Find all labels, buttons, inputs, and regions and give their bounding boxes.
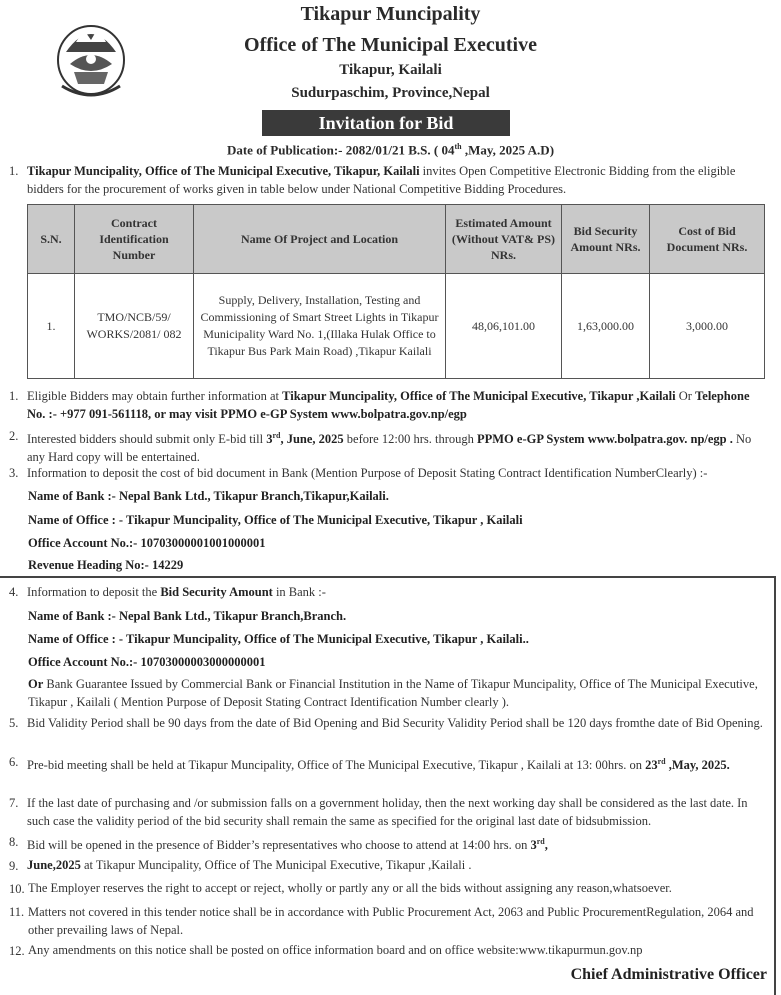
office-name-line: Name of Office : - Tikapur Muncipality, Office of The Municipal Executive, Tikapur , Kailali (28, 513, 523, 527)
table-row (28, 274, 765, 379)
item-number: 10. (9, 882, 25, 896)
table-cell: TMO/NCB/59/ WORKS/2081/ 082 (75, 274, 194, 379)
item-6-text: Pre-bid meeting shall be held at Tikapur Muncipality, Office of The Municipal Executive, Tikapur , Kailali at 13: 00hrs. on 23rd ,May, 2025. (27, 757, 730, 773)
item-number: 12. (9, 944, 25, 958)
item-number: 1. (9, 389, 19, 403)
revenue-heading-line: Revenue Heading No:- 14229 (28, 558, 184, 572)
table-cell: Supply, Delivery, Installation, Testing and Commissioning of Smart Street Lights in Tikapur Municipality Ward No. 1,(Illaka Hulak Office to Tikapur Bus Park Main Road) ,Tikapur Kailali (194, 274, 446, 379)
item-2-text: Interested bidders should submit only E-bid till 3rd, June, 2025 before 12:00 hrs. through PPMO e-GP System www.bolpatra.gov. np/egp . No any Hard copy will be entertained. (27, 431, 752, 465)
table-header-row (28, 205, 765, 274)
item-9-text: June,2025 at Tikapur Muncipality, Office of The Municipal Executive, Tikapur ,Kailali . (27, 858, 472, 872)
notice-title-banner: Invitation for Bid (262, 110, 510, 136)
item-number: 2. (9, 429, 19, 443)
column-header: Bid Security Amount NRs. (562, 205, 650, 274)
table-cell: 1. (28, 274, 75, 379)
table-cell: 3,000.00 (650, 274, 765, 379)
contract-table (27, 204, 765, 379)
bank-guarantee-text: Or Bank Guarantee Issued by Commercial Bank or Financial Institution in the Name of Tikapur Muncipality, Office of The Municipal Executive, Tikapur , Kailali ( Mention Purpose of Deposit Stating Contract Identification Number clearly ). (28, 677, 758, 709)
item-8-text: Bid will be opened in the presence of Bidder’s representatives who choose to attend at 14:00 hrs. on 3rd, (27, 837, 548, 853)
section-border (774, 576, 776, 995)
column-header: Name Of Project and Location (194, 205, 446, 274)
item-7-text: If the last date of purchasing and /or submission falls on a government holiday, then the next working day shall be considered as the last date. In such case the validity period of the bid security shall remain the same as specified for the original last date of bidsubmission. (27, 796, 748, 828)
item-12-text: Any amendments on this notice shall be posted on office information board and on office website:www.tikapurmun.gov.np (28, 943, 643, 957)
bank-name-line: Name of Bank :- Nepal Bank Ltd., Tikapur Branch,Branch. (28, 609, 347, 623)
item-number: 9. (9, 859, 19, 873)
intro-paragraph: Tikapur Muncipality, Office of The Municipal Executive, Tikapur, Kailali invites Open Competitive Electronic Bidding from the eligible bidders for the procurement of works given in table below under National Competitive Bidding Procedures. (27, 164, 736, 196)
item-number: 1. (9, 164, 19, 178)
office-name-line: Name of Office : - Tikapur Muncipality, Office of The Municipal Executive, Tikapur , Kailali.. (28, 632, 529, 646)
account-number-line: Office Account No.:- 10703000003000000001 (28, 655, 266, 669)
publication-date: Date of Publication:- 2082/01/21 B.S. ( 04th ,May, 2025 A.D) (226, 142, 555, 158)
table-cell: 48,06,101.00 (446, 274, 562, 379)
item-number: 4. (9, 585, 19, 599)
item-number: 8. (9, 835, 19, 849)
bank-name-line: Name of Bank :- Nepal Bank Ltd., Tikapur Branch,Tikapur,Kailali. (28, 489, 389, 503)
item-10-text: The Employer reserves the right to accept or reject, wholly or partly any or all the bids without assigning any reason,whatsoever. (28, 881, 672, 895)
office-location: Tikapur, Kailali (339, 62, 442, 78)
item-1-text: Eligible Bidders may obtain further information at Tikapur Muncipality, Office of The Municipal Executive, Tikapur ,Kailali Or Telephone No. :- +977 091-561118, or may visit PPMO e-GP System www.bolpatra.gov.np/egp (27, 389, 750, 421)
province-line: Sudurpaschim, Province,Nepal (291, 85, 490, 101)
column-header: Contract Identification Number (75, 205, 194, 274)
item-number: 7. (9, 796, 19, 810)
section-divider (0, 576, 774, 578)
item-5-text: Bid Validity Period shall be 90 days from the date of Bid Opening and Bid Security Validity Period shall be 120 days fromthe date of Bid Opening. (27, 716, 763, 730)
item-11-text: Matters not covered in this tender notice shall be in accordance with Public Procurement Act, 2063 and Public ProcurementRegulation, 2064 and other prevailing laws of Nepal. (28, 905, 754, 937)
account-number-line: Office Account No.:- 10703000001001000001 (28, 536, 266, 550)
item-number: 6. (9, 755, 19, 769)
column-header: Cost of Bid Document NRs. (650, 205, 765, 274)
table-cell: 1,63,000.00 (562, 274, 650, 379)
item-number: 11. (9, 905, 25, 919)
column-header: S.N. (28, 205, 75, 274)
office-name: Office of The Municipal Executive (244, 34, 537, 56)
item-number: 5. (9, 716, 19, 730)
item-4-text: Information to deposit the Bid Security Amount in Bank :- (27, 585, 326, 599)
item-3-text: Information to deposit the cost of bid document in Bank (Mention Purpose of Deposit Stating Contract Identification NumberClearly) :- (27, 466, 708, 480)
municipality-name: Tikapur Muncipality (300, 3, 481, 25)
item-number: 3. (9, 466, 19, 480)
column-header: Estimated Amount (Without VAT& PS) NRs. (446, 205, 562, 274)
signature-title: Chief Administrative Officer (570, 966, 767, 983)
